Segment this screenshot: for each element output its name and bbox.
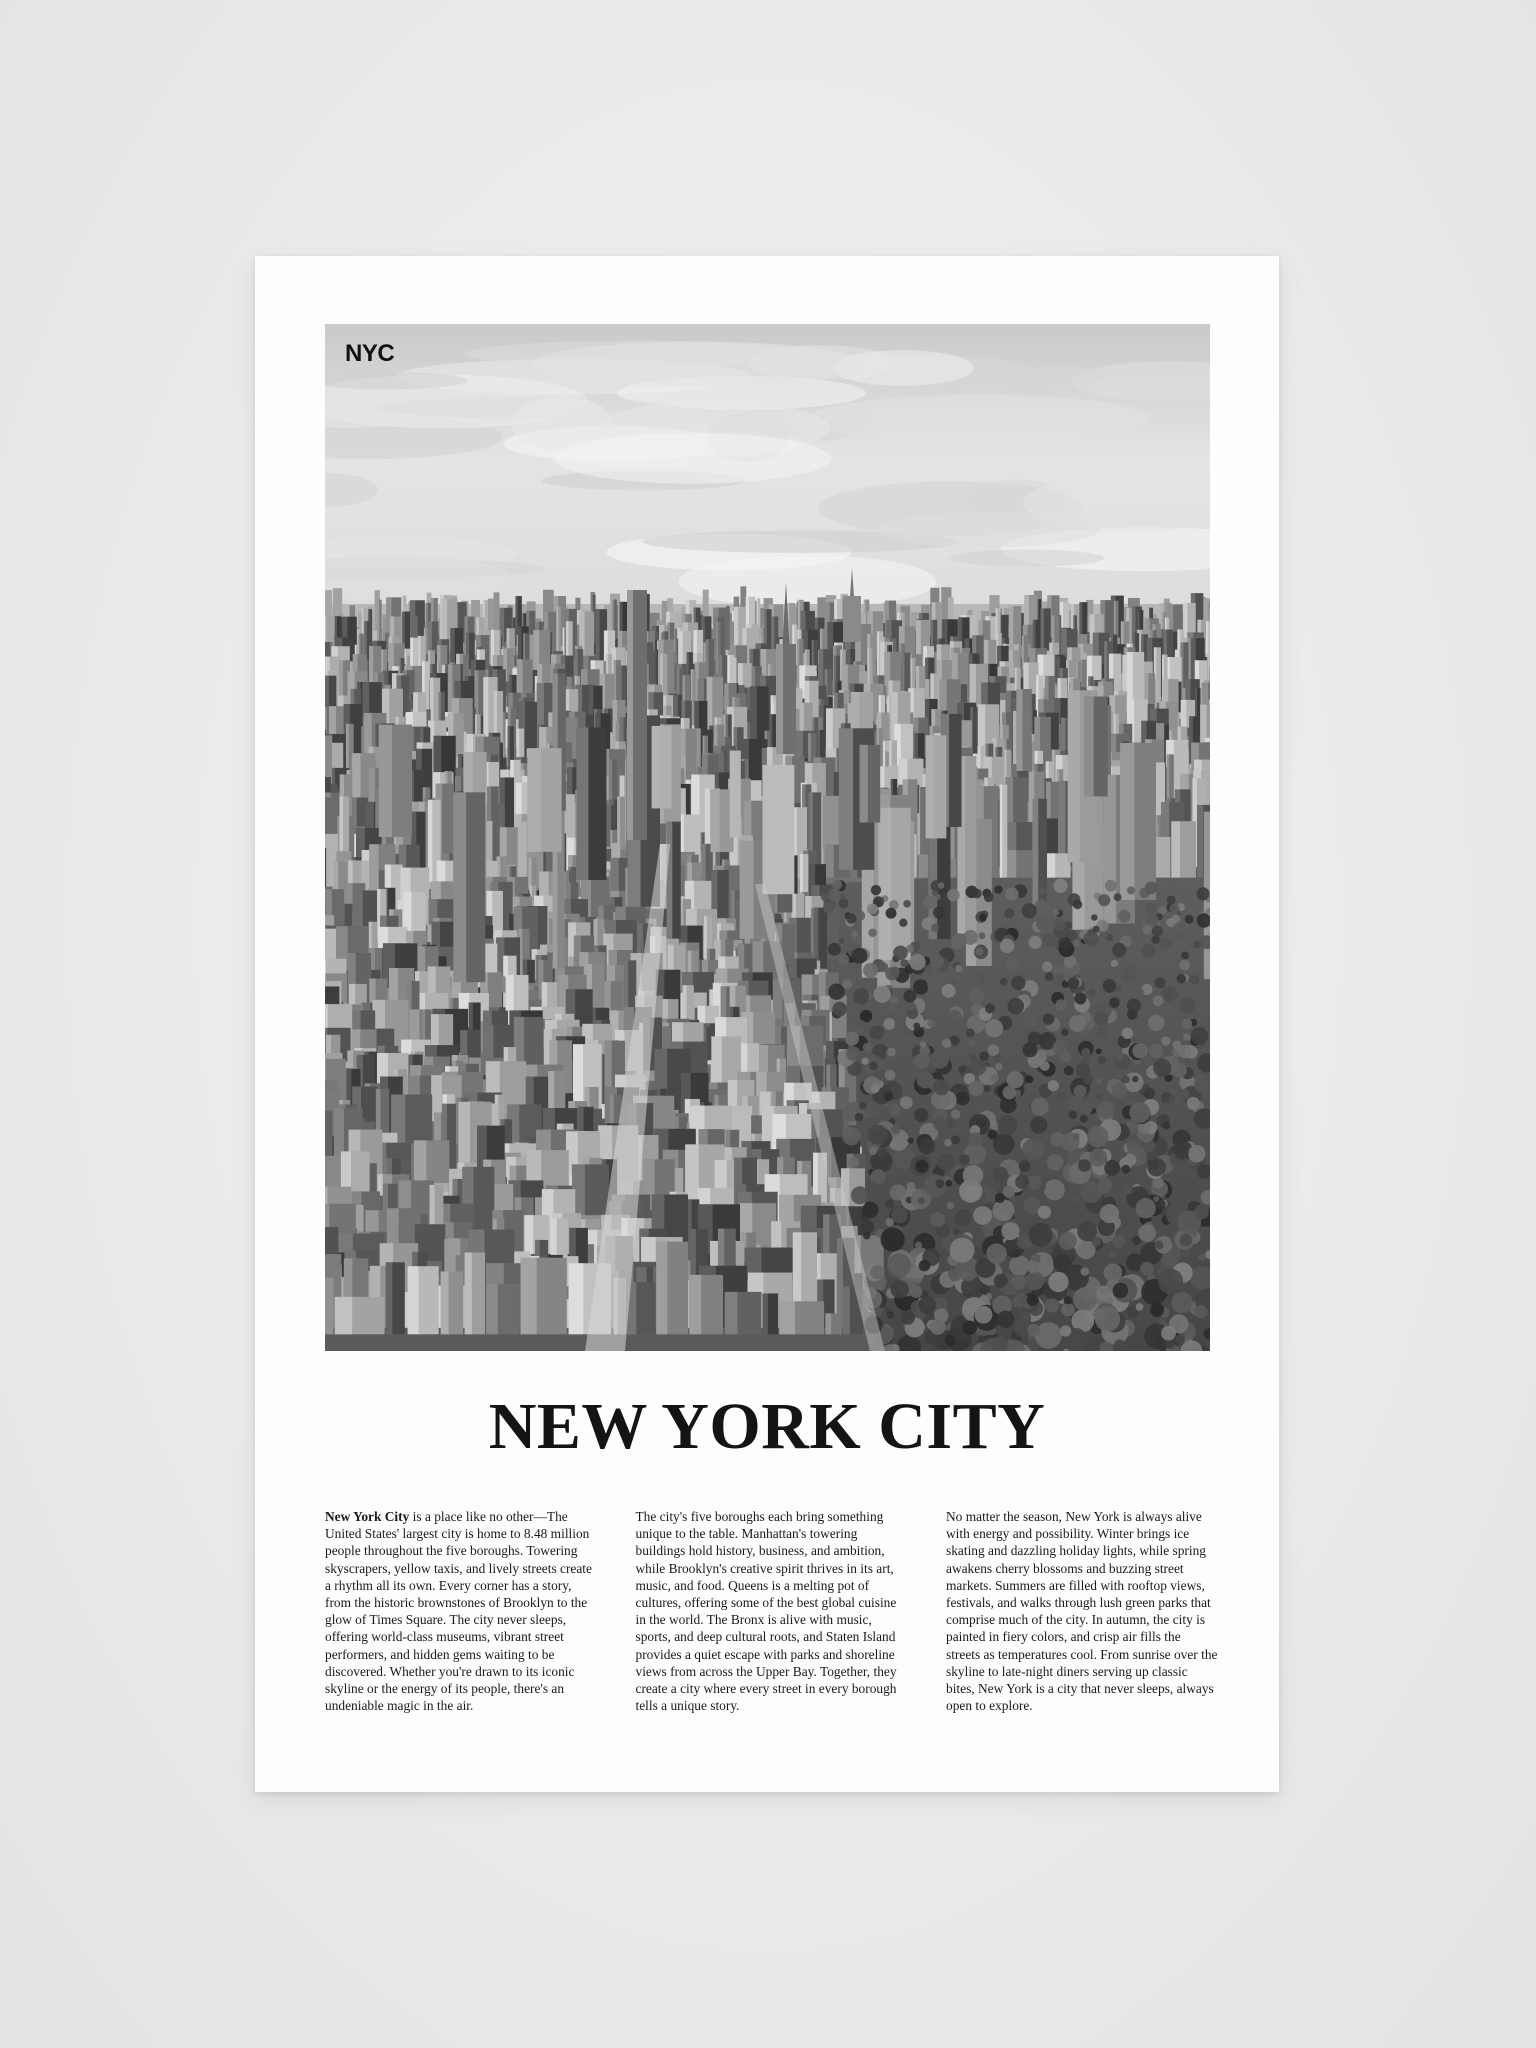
column-1-text: is a place like no other—The United States' largest city is home to 8.48 million people throughout the five boroughs. Towering skyscrapers, yellow taxis, and lively streets create a rhythm all its own. Every corner has a story, from the historic brownstones of Brooklyn to the glow of Times Square. The city never sleeps, offering world-class museums, vibrant street performers, and hidden gems waiting to be discovered. Whether you're drawn to its iconic skyline or the energy of its people, there's an undeniable magic in the air. — [325, 1509, 592, 1714]
column-3 — [946, 1508, 1218, 1714]
column-1 — [325, 1508, 597, 1714]
corner-label-nyc: NYC — [345, 340, 395, 367]
column-3-text: No matter the season, New York is always alive with energy and possibility. Winter brings ice skating and dazzling holiday lights, while spring awakens cherry blossoms and buzzing street markets. Summers are filled with rooftop views, festivals, and walks through lush green parks that comprise much of the city. In autumn, the city is painted in fiery colors, and crisp air fills the streets as temperatures cool. From sunrise over the skyline to late-night diners serving up classic bites, New York is a city that never sleeps, always open to explore. — [946, 1509, 1218, 1714]
cityscape-illustration — [325, 324, 1210, 1351]
poster — [255, 256, 1279, 1792]
text-columns — [325, 1508, 1218, 1714]
city-aerial-photo — [325, 324, 1210, 1351]
poster-title: NEW YORK CITY — [488, 1390, 1046, 1463]
column-1-lead: New York City — [325, 1509, 410, 1524]
column-2 — [636, 1508, 908, 1714]
column-2-text: The city's five boroughs each bring something unique to the table. Manhattan's towering buildings hold history, business, and ambition, while Brooklyn's creative spirit thrives in its art, music, and food. Queens is a melting pot of cultures, offering some of the best global cuisine in the world. The Bronx is alive with music, sports, and deep cultural roots, and Staten Island provides a quiet escape with parks and shoreline views from across the Upper Bay. Together, they create a city where every street in every borough tells a unique story. — [635, 1509, 897, 1714]
one-wtc — [843, 596, 861, 642]
